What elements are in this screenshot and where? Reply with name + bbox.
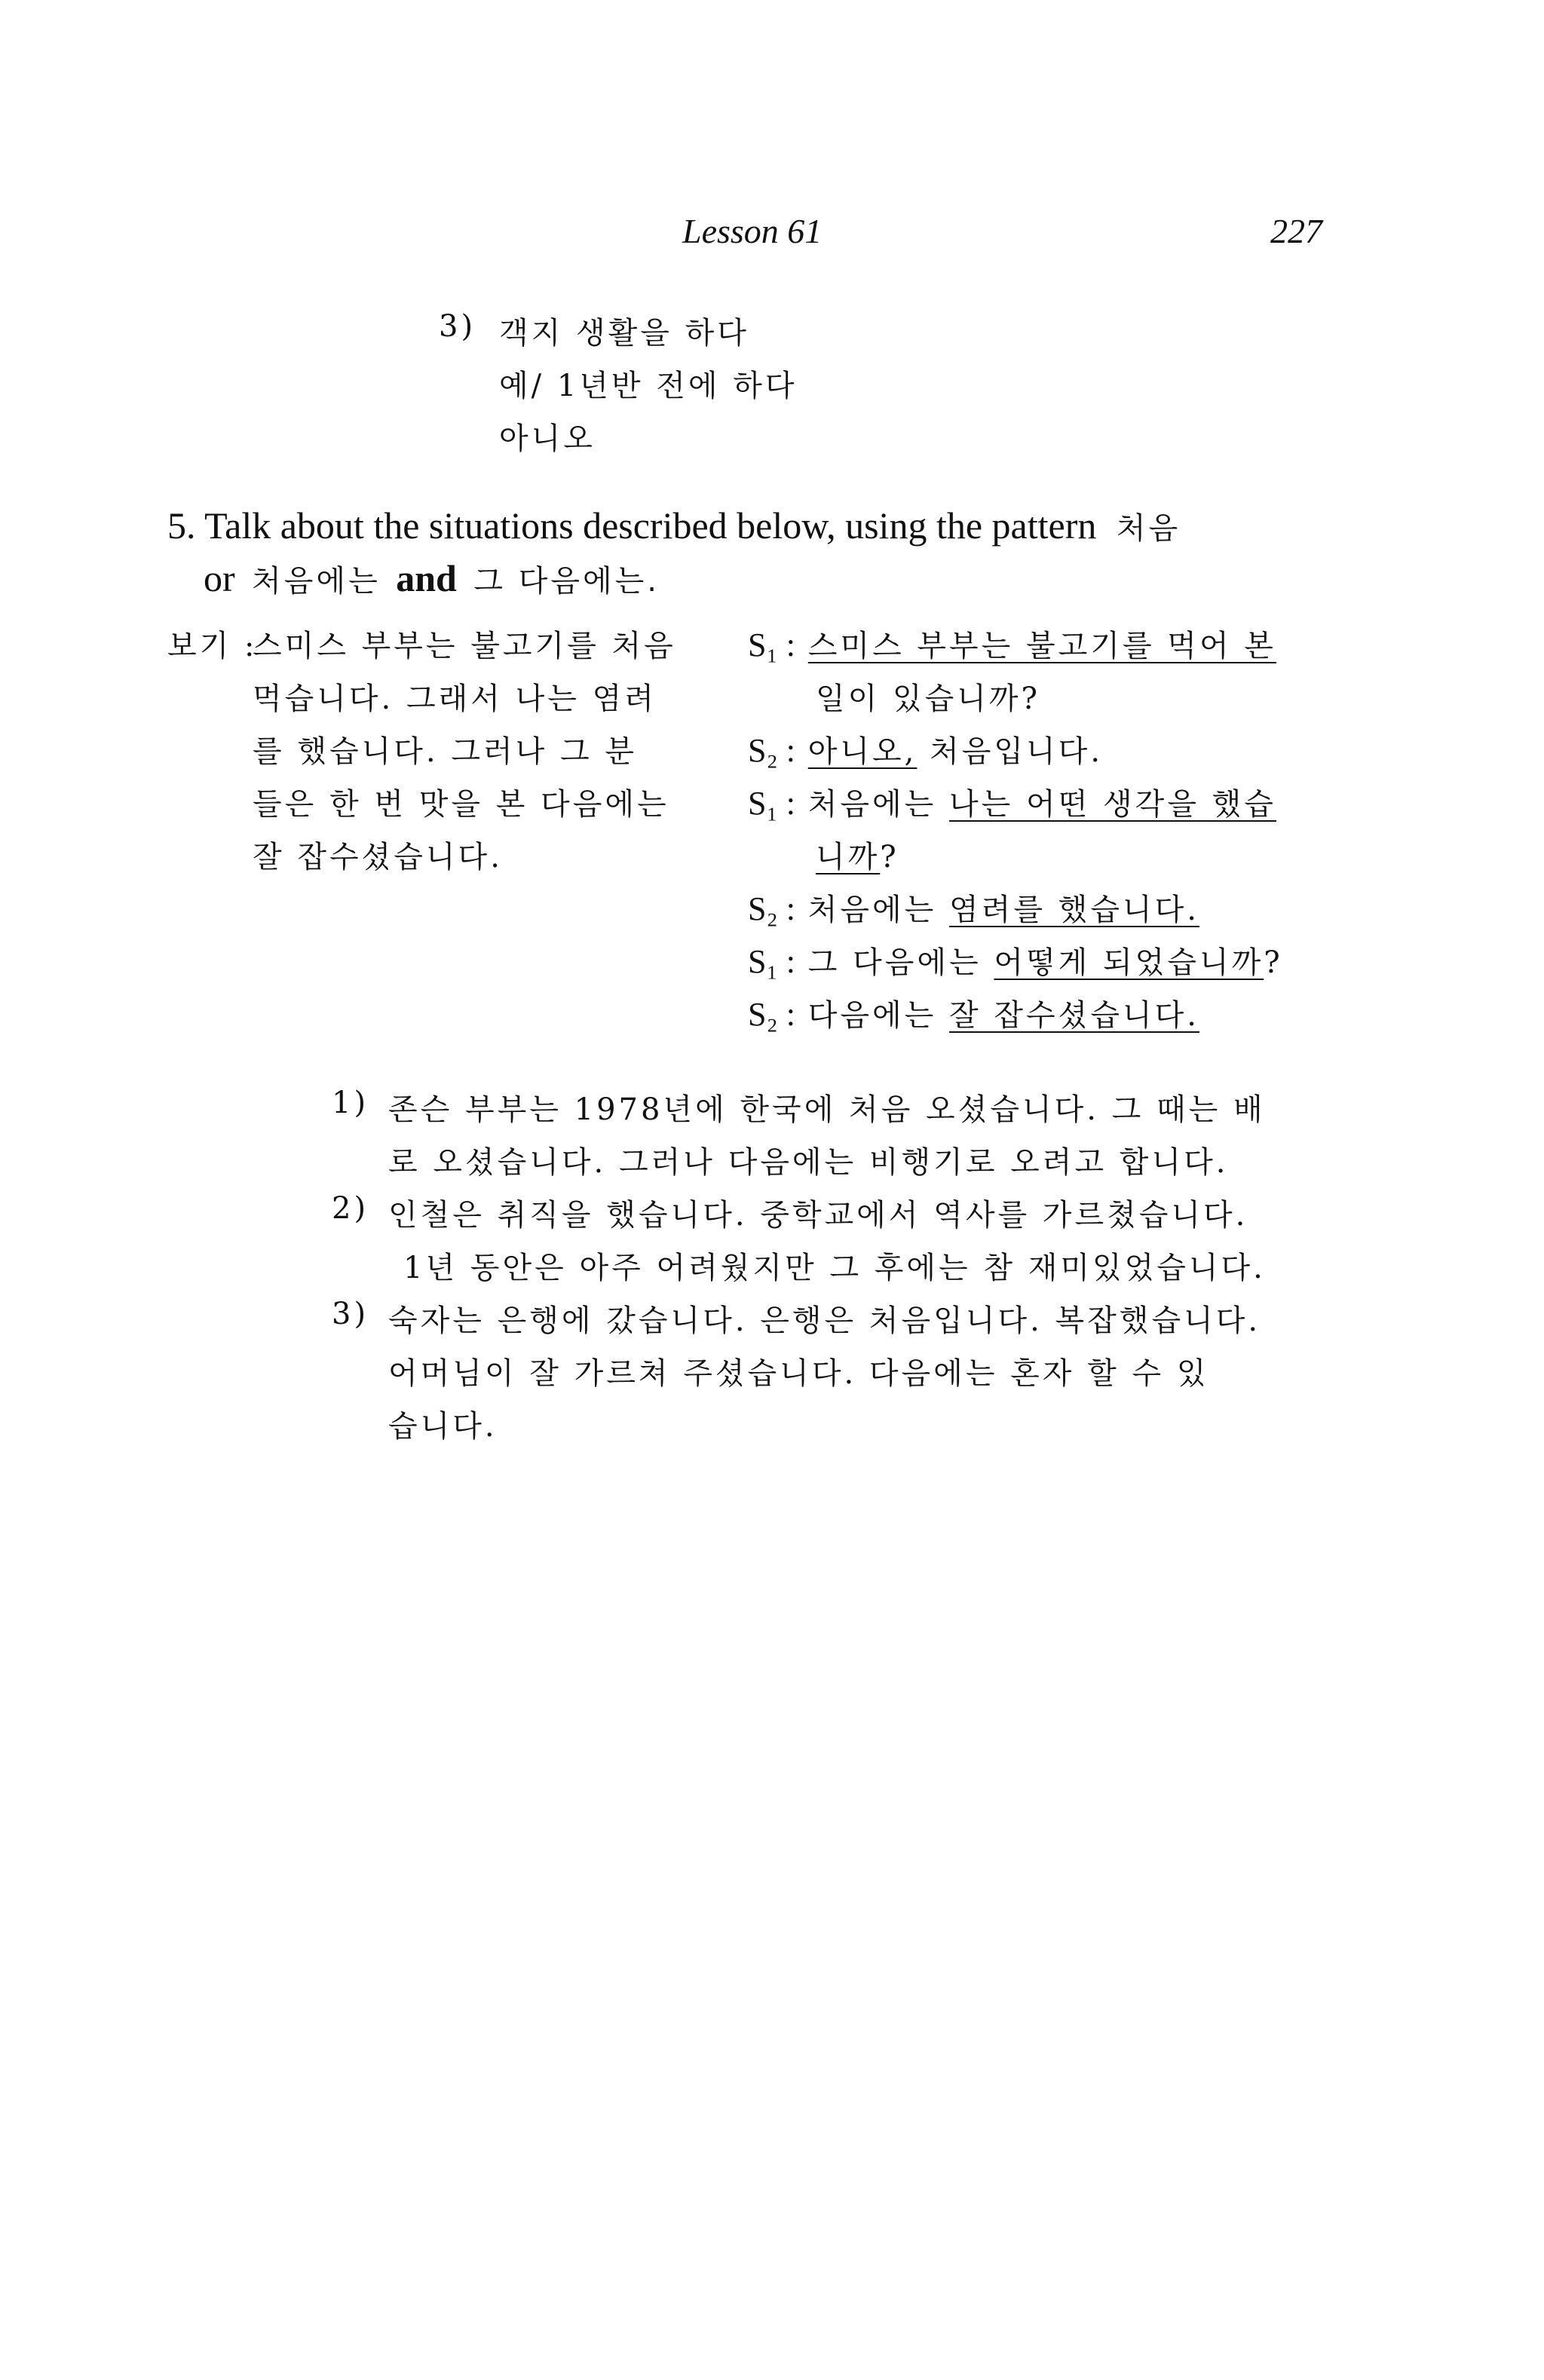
dialogue-line2-rest: 처음입니다. [930,734,1104,769]
example-line4: 들은 한 번 맛을 본 다음에는 [253,787,669,822]
dialogue-line4-underlined: 염려를 했습니다. [949,893,1199,927]
dialogue-line3-underlined: 나는 어떤 생각을 했습 [949,787,1276,822]
exercise5-pattern2: 처음에는 [252,564,381,599]
example-line5: 잘 잡수셨습니다. [253,840,503,875]
prev-item-number: 3) [439,309,476,344]
example-line1: 스미스 부부는 불고기를 처음 [253,629,676,663]
item1-line1: 존슨 부부는 1978년에 한국에 처음 오셨습니다. 그 때는 배 [388,1092,1266,1127]
speaker-s2: S₂ : [748,732,796,769]
dialogue-line1 [748,622,1276,665]
item2-line1: 인철은 취직을 했습니다. 중학교에서 역사를 가르쳤습니다. [388,1198,1248,1233]
speaker-s2: S₂ : [748,996,796,1033]
example-label: 보기 : [167,629,258,663]
exercise5-line2 [204,556,660,600]
dialogue-line5-rest: ? [1264,945,1283,980]
speaker-s1: S₁ : [748,785,796,822]
item2-line2: 1년 동안은 아주 어려웠지만 그 후에는 참 재미있었습니다. [403,1251,1266,1285]
dialogue-line5-underlined: 어떻게 되었습니까 [994,945,1264,980]
dialogue-line5-pre: 그 다음에는 [807,945,982,980]
item1-line2: 로 오셨습니다. 그러나 다음에는 비행기로 오려고 합니다. [388,1145,1229,1180]
exercise5-pattern3: 그 다음에는. [473,564,660,599]
prev-item-line2: 예/ 1년반 전에 하다 [499,369,798,403]
item3-line2: 어머님이 잘 가르쳐 주셨습니다. 다음에는 혼자 할 수 있 [388,1356,1209,1391]
item3-line3: 습니다. [388,1409,498,1444]
exercise5-line1-text: 5. Talk about the situations described below, using the pattern [167,504,1097,547]
example-line3: 를 했습니다. 그러나 그 분 [253,734,637,769]
dialogue-line3-cont-underlined: 니까 [816,840,881,875]
speaker-s2: S₂ : [748,890,796,927]
lesson-title: Lesson 61 [682,212,823,250]
dialogue-line6 [748,991,1199,1034]
exercise5-pattern1: 처음 [1116,511,1181,546]
example-line2: 먹습니다. 그래서 나는 염려 [253,682,657,716]
page-number: 227 [1270,212,1322,250]
dialogue-line2 [748,727,1103,770]
dialogue-line6-pre: 다음에는 [807,998,937,1033]
item1-number: 1) [332,1086,369,1120]
dialogue-line1-cont: 일이 있습니까? [816,682,1040,716]
item2-number: 2) [332,1191,369,1226]
dialogue-line3-cont [816,833,899,876]
prev-item-line1: 객지 생활을 하다 [499,316,749,351]
dialogue-line3-cont-rest: ? [880,840,899,875]
dialogue-line4 [748,886,1199,929]
dialogue-line4-pre: 처음에는 [807,893,937,927]
prev-item-line3: 아니오 [499,421,596,456]
dialogue-line5 [748,939,1283,982]
speaker-s1: S₁ : [748,626,796,663]
dialogue-line6-underlined: 잘 잡수셨습니다. [949,998,1199,1033]
dialogue-line3-pre: 처음에는 [807,787,937,822]
dialogue-line2-underlined: 아니오, [807,734,918,769]
item3-number: 3) [332,1297,369,1331]
exercise5-line1 [167,504,1181,547]
dialogue-line1-underlined: 스미스 부부는 불고기를 먹어 본 [807,629,1276,663]
exercise5-and: and [396,557,457,599]
speaker-s1: S₁ : [748,943,796,980]
item3-line1: 숙자는 은행에 갔습니다. 은행은 처음입니다. 복잡했습니다. [388,1303,1261,1338]
dialogue-line3 [748,780,1276,823]
exercise5-or: or [204,557,235,599]
